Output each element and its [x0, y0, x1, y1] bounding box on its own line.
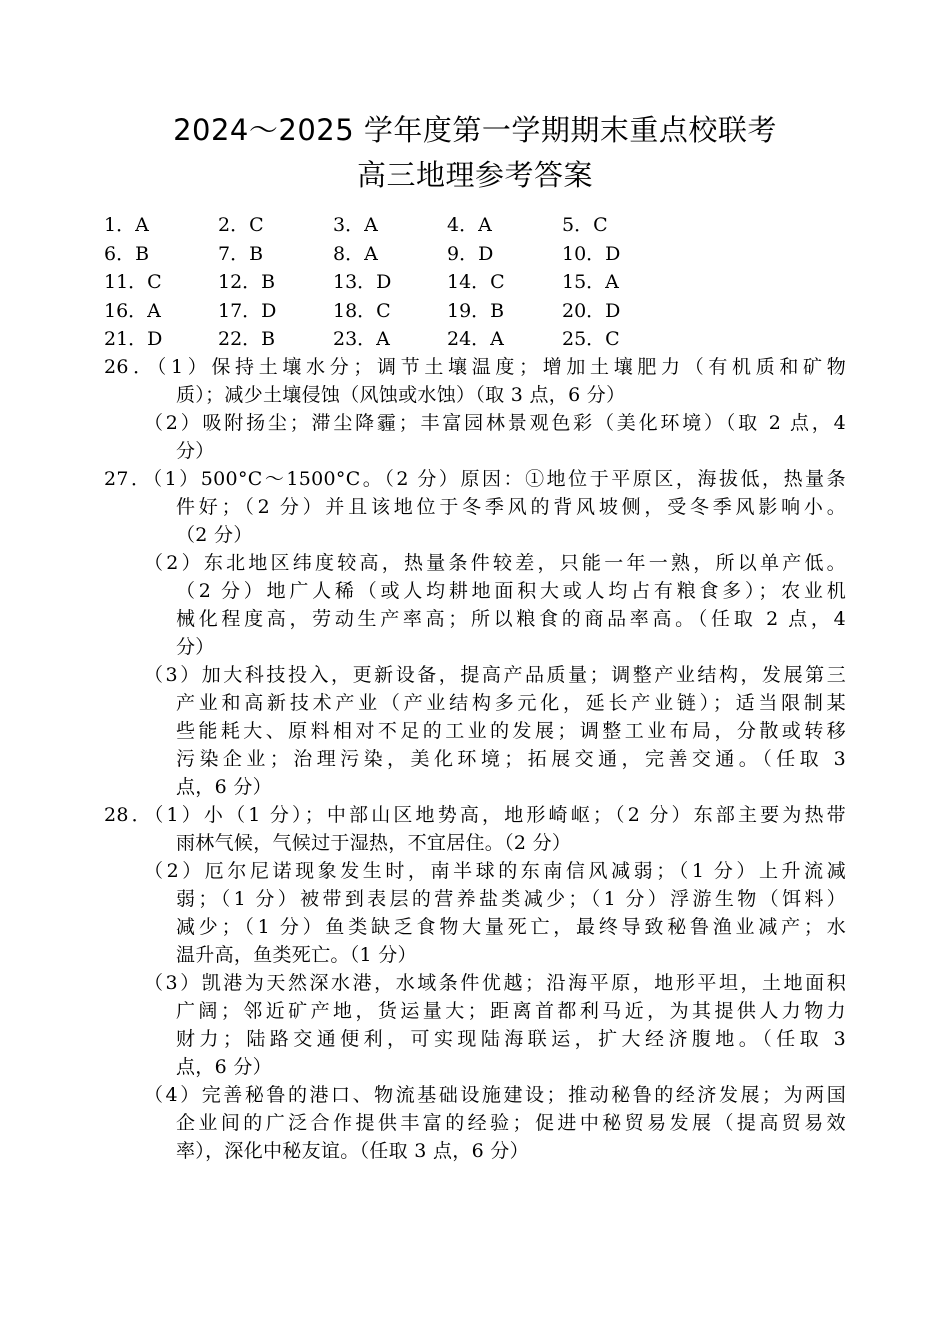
mc-answer: 5．C — [562, 214, 608, 236]
mc-answer: 13．D — [333, 271, 392, 293]
answer-line: （4）完善秘鲁的港口、物流基础设施建设；推动秘鲁的经济发展；为两国 — [144, 1084, 846, 1106]
mc-answer: 12．B — [218, 271, 276, 293]
answer-line: 分） — [176, 636, 215, 658]
answer-line: 温升高，鱼类死亡。（1 分） — [176, 944, 417, 966]
mc-answer: 6．B — [104, 242, 150, 265]
answer-line: 质）；减少土壤侵蚀（风蚀或水蚀）（取 3 点，6 分） — [176, 384, 626, 406]
mc-answer: 15．A — [562, 271, 619, 293]
mc-answer: 8．A — [333, 242, 378, 265]
mc-answer: 24．A — [447, 328, 504, 350]
answer-line: 企业间的广泛合作提供丰富的经验；促进中秘贸易发展（提高贸易效 — [176, 1112, 846, 1134]
answer-line: 减少；（1 分）鱼类缺乏食物大量死亡，最终导致秘鲁渔业减产；水 — [176, 916, 846, 938]
answer-line: （3）加大科技投入，更新设备，提高产品质量；调整产业结构，发展第三 — [144, 664, 846, 686]
mc-answer: 14．C — [447, 271, 505, 293]
answer-line: 污染企业；治理污染，美化环境；拓展交通，完善交通。（任取 3 — [176, 748, 846, 770]
answer-line: （2）吸附扬尘；滞尘降霾；丰富园林景观色彩（美化环境）（取 2 点，4 — [144, 412, 846, 434]
answer-line: （2 分）地广人稀（或人均耕地面积大或人均占有粮食多）；农业机 — [176, 580, 846, 602]
answer-line: 27．（1）500°C～1500°C。（2 分）原因：①地位于平原区，海拔低，热量条 — [104, 468, 846, 490]
page-subtitle: 高三地理参考答案 — [356, 158, 593, 192]
mc-answer: 25．C — [562, 328, 620, 350]
answer-line: 械化程度高，劳动生产率高；所以粮食的商品率高。（任取 2 点，4 — [176, 608, 846, 630]
mc-answer: 10．D — [562, 242, 621, 265]
answer-line: 28．（1）小（1 分）；中部山区地势高，地形崎岖；（2 分）东部主要为热带 — [104, 804, 846, 826]
answer-line: 率），深化中秘友谊。（任取 3 点，6 分） — [176, 1140, 529, 1162]
mc-answer: 19．B — [447, 299, 505, 322]
answer-line: 雨林气候，气候过于湿热，不宜居住。（2 分） — [176, 832, 572, 854]
mc-answer: 17．D — [218, 299, 277, 322]
mc-answer: 22．B — [218, 328, 276, 350]
answer-line: 分） — [176, 440, 215, 462]
mc-answer: 1．A — [104, 214, 149, 236]
answer-line: （2 分） — [176, 524, 253, 546]
answer-line: （3）凯港为天然深水港，水域条件优越；沿海平原，地形平坦，土地面积 — [144, 972, 846, 994]
mc-answer: 2．C — [218, 214, 264, 236]
answer-line: 26．（1）保持土壤水分；调节土壤温度；增加土壤肥力（有机质和矿物 — [104, 356, 846, 378]
answer-line: 件好；（2 分）并且该地位于冬季风的背风坡侧，受冬季风影响小。 — [176, 496, 846, 518]
mc-answer: 23．A — [333, 328, 390, 350]
mc-answer: 3．A — [333, 214, 378, 236]
answer-line: 财力；陆路交通便利，可实现陆海联运，扩大经济腹地。（任取 3 — [176, 1028, 846, 1050]
answer-line: 点，6 分） — [176, 776, 272, 798]
mc-answer: 4．A — [447, 214, 492, 236]
answer-line: 点，6 分） — [176, 1056, 272, 1078]
answer-line: 些能耗大、原料相对不足的工业的发展；调整工业布局，分散或转移 — [176, 720, 846, 742]
answer-line: （2）东北地区纬度较高，热量条件较差，只能一年一熟，所以单产低。 — [144, 552, 846, 574]
mc-answer: 11．C — [104, 271, 162, 293]
answer-line: （2）厄尔尼诺现象发生时，南半球的东南信风减弱；（1 分）上升流减 — [144, 860, 846, 882]
mc-answer: 16．A — [104, 299, 161, 322]
mc-answer: 20．D — [562, 299, 621, 322]
mc-answer: 21．D — [104, 328, 163, 350]
mc-answer: 18．C — [333, 299, 391, 322]
mc-answer: 9．D — [447, 242, 494, 265]
answer-line: 弱；（1 分）被带到表层的营养盐类减少；（1 分）浮游生物（饵料） — [176, 888, 846, 910]
page-title: 2024～2025 学年度第一学期期末重点校联考 — [173, 113, 777, 147]
answer-line: 产业和高新技术产业（产业结构多元化，延长产业链）；适当限制某 — [176, 692, 846, 714]
answer-line: 广阔；邻近矿产地，货运量大；距离首都利马近，为其提供人力物力 — [176, 1000, 846, 1022]
mc-answer: 7．B — [218, 242, 264, 265]
